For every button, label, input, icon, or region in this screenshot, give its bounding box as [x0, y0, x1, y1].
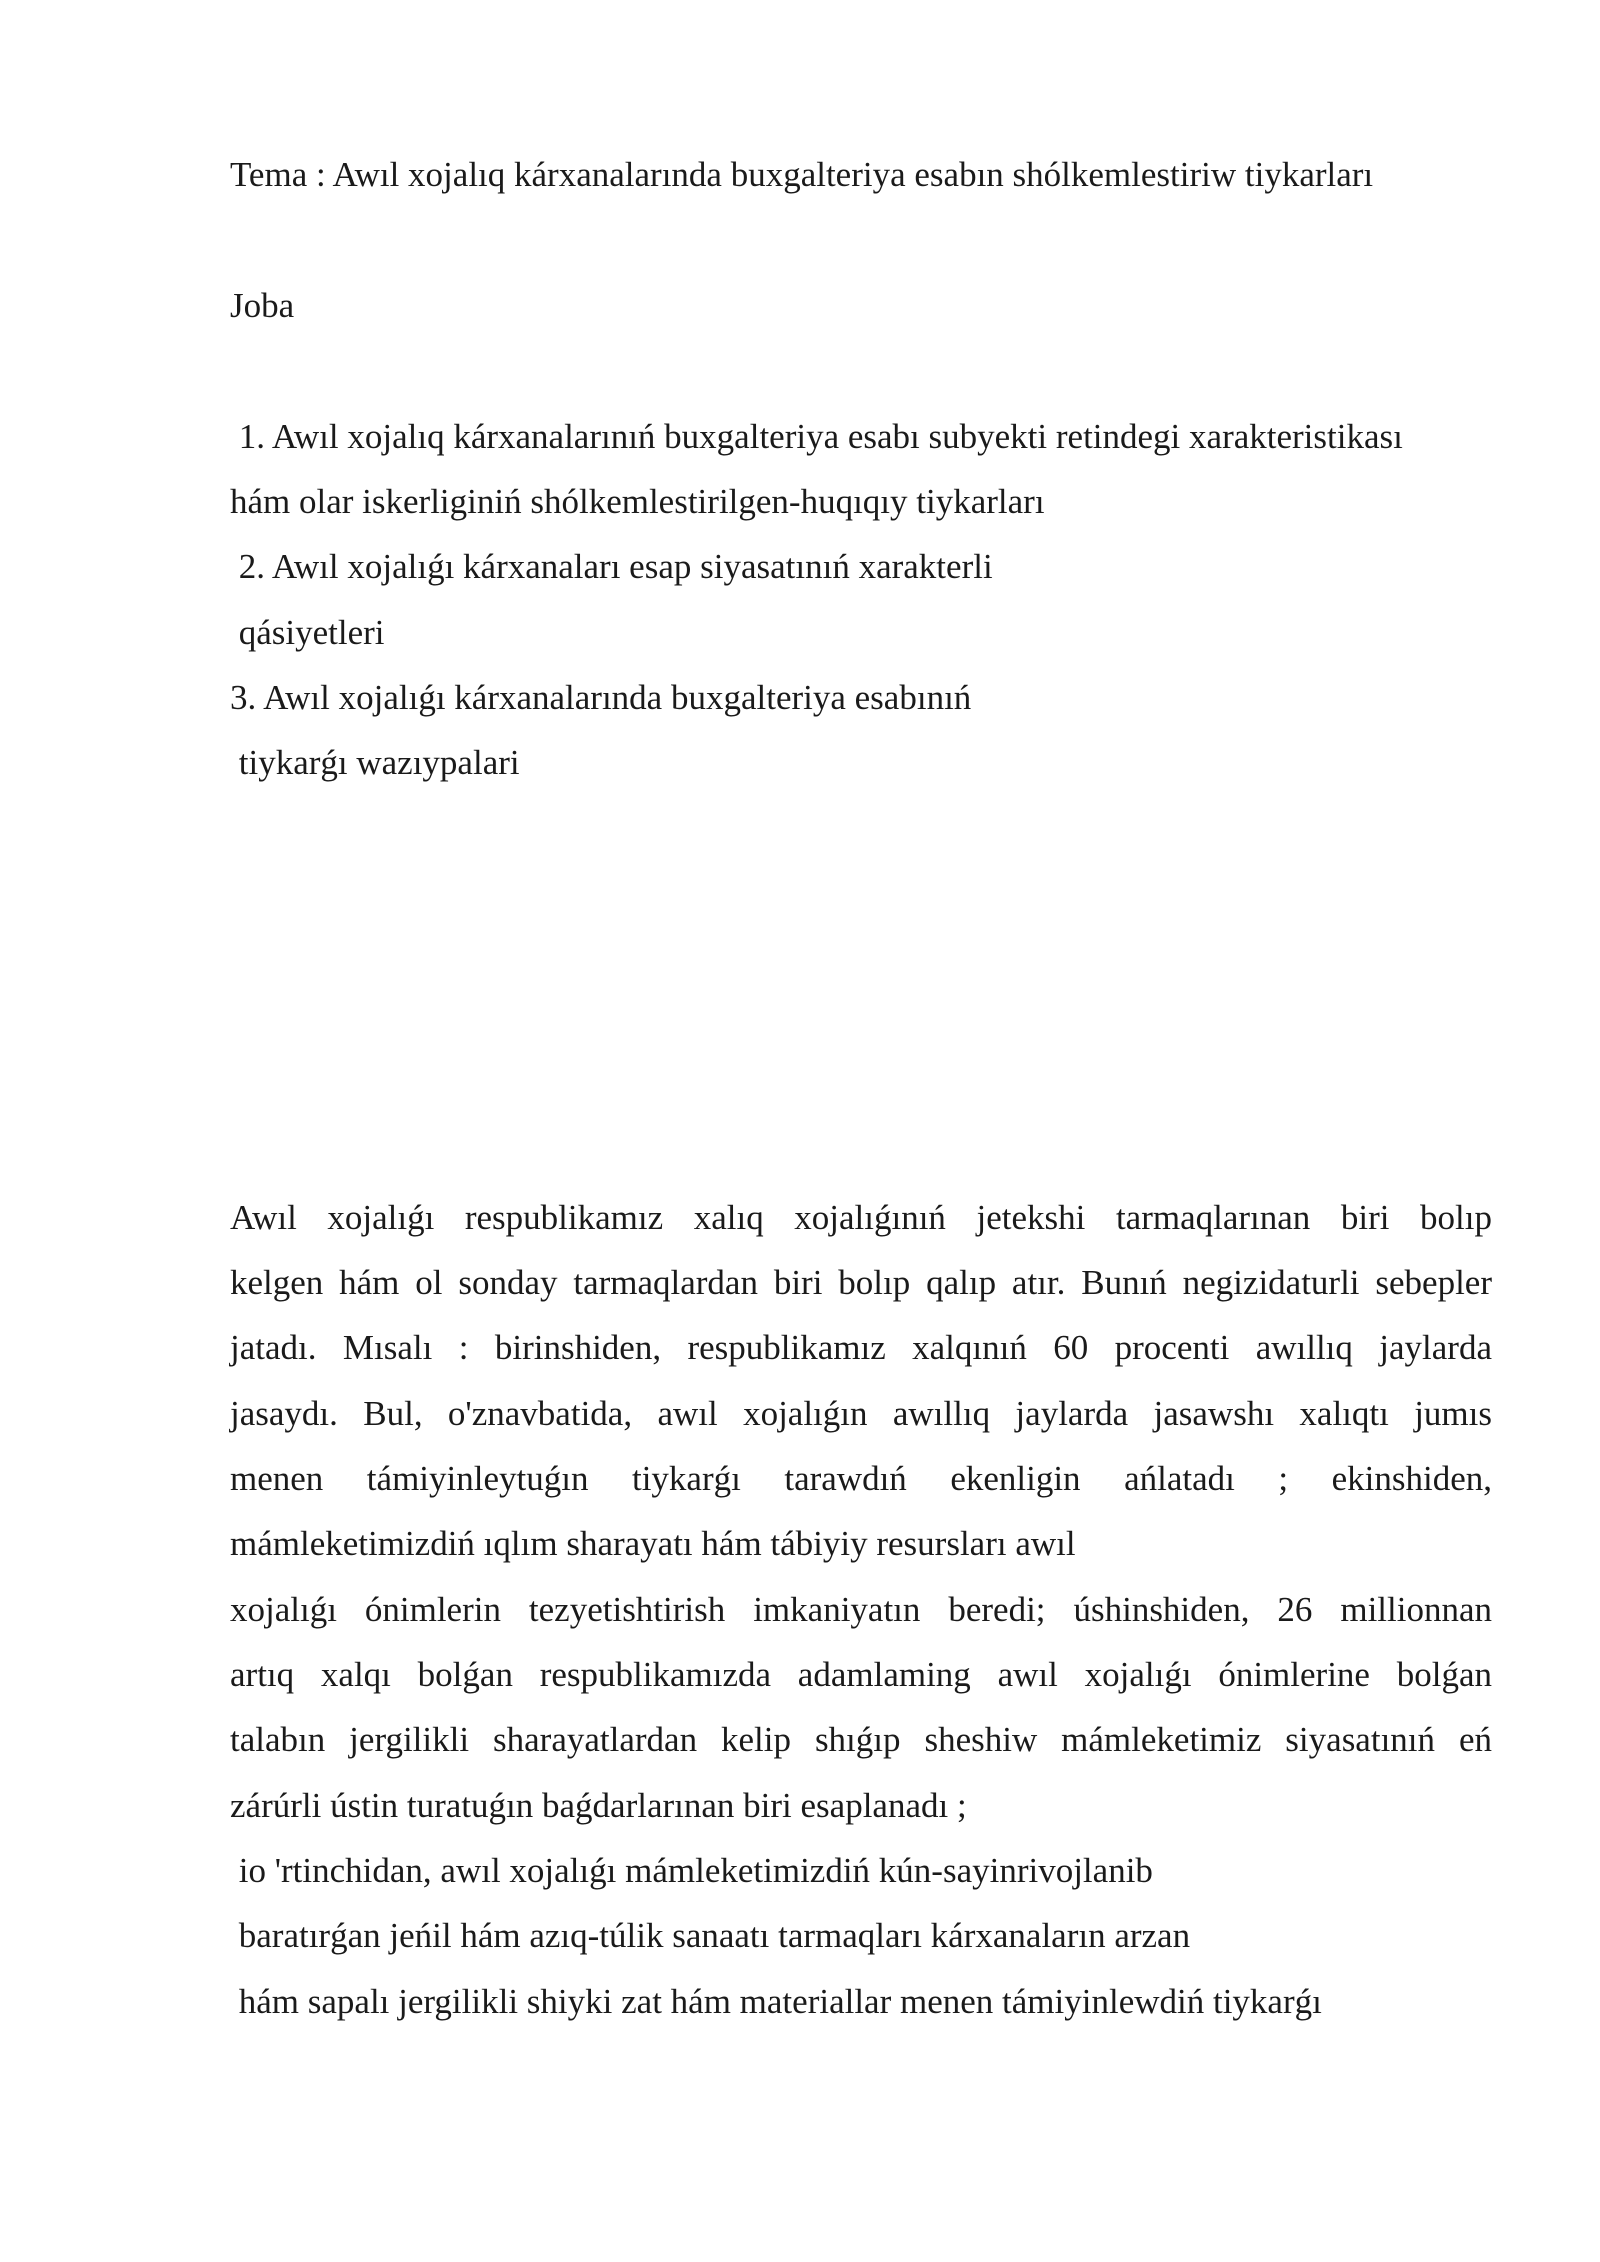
plan-item: hám olar iskerliginiń shólkemlestirilgen-huqıqıy tiykarları [230, 482, 1045, 521]
body-line: mámleketimizdiń ıqlım sharayatı hám tábiyiy resursları awıl [230, 1524, 1076, 1563]
plan-item: tiykarǵı wazıypalari [230, 743, 520, 782]
body-line: zárúrli ústin turatuǵın baǵdarlarınan biri esaplanadı ; [230, 1786, 967, 1825]
document-title: Tema : Awıl xojalıq kárxanalarında buxgalteriya esabın shólkemlestiriw tiykarları [230, 155, 1374, 194]
plan-heading: Joba [230, 286, 295, 325]
plan-item: 2. Awıl xojalıǵı kárxanaları esap siyasatınıń xarakterli [230, 547, 993, 586]
body-line: jatadı. Mısalı : birinshiden, respublikamız xalqınıń 60 procenti awıllıq jaylarda [230, 1328, 1492, 1367]
body-line: hám sapalı jergilikli shiyki zat hám materiallar menen támiyinlewdiń tiykarǵı [230, 1982, 1322, 2021]
body-line: menen támiyinleytuǵın tiykarǵı tarawdıń ekenligin ańlatadı ; ekinshiden, [230, 1459, 1492, 1498]
body-line: talabın jergilikli sharayatlardan kelip shıǵıp sheshiw mámleketimiz siyasatınıń eń [230, 1720, 1492, 1759]
body-line: io 'rtinchidan, awıl xojalıǵı mámleketimizdiń kún-sayinrivojlanib [230, 1851, 1153, 1890]
body-line: xojalıǵı ónimlerin tezyetishtirish imkaniyatın beredi; úshinshiden, 26 millionnan [230, 1590, 1492, 1629]
body-line: artıq xalqı bolǵan respublikamızda adamlaming awıl xojalıǵı ónimlerine bolǵan [230, 1655, 1492, 1694]
body-line: baratırǵan jeńil hám azıq-túlik sanaatı tarmaqları kárxanaların arzan [230, 1916, 1191, 1955]
body-line: Awıl xojalıǵı respublikamız xalıq xojalıǵınıń jetekshi tarmaqlarınan biri bolıp [230, 1198, 1492, 1237]
plan-item: 3. Awıl xojalıǵı kárxanalarında buxgalteriya esabınıń [230, 678, 972, 717]
plan-item: 1. Awıl xojalıq kárxanalarınıń buxgalteriya esabı subyekti retindegi xarakteristikası [230, 417, 1403, 456]
plan-item: qásiyetleri [230, 613, 385, 652]
body-line: jasaydı. Bul, o'znavbatida, awıl xojalıǵın awıllıq jaylarda jasawshı xalıqtı jumıs [230, 1394, 1492, 1433]
body-line: kelgen hám ol sonday tarmaqlardan biri bolıp qalıp atır. Bunıń negizidaturli sebepler [230, 1263, 1492, 1302]
